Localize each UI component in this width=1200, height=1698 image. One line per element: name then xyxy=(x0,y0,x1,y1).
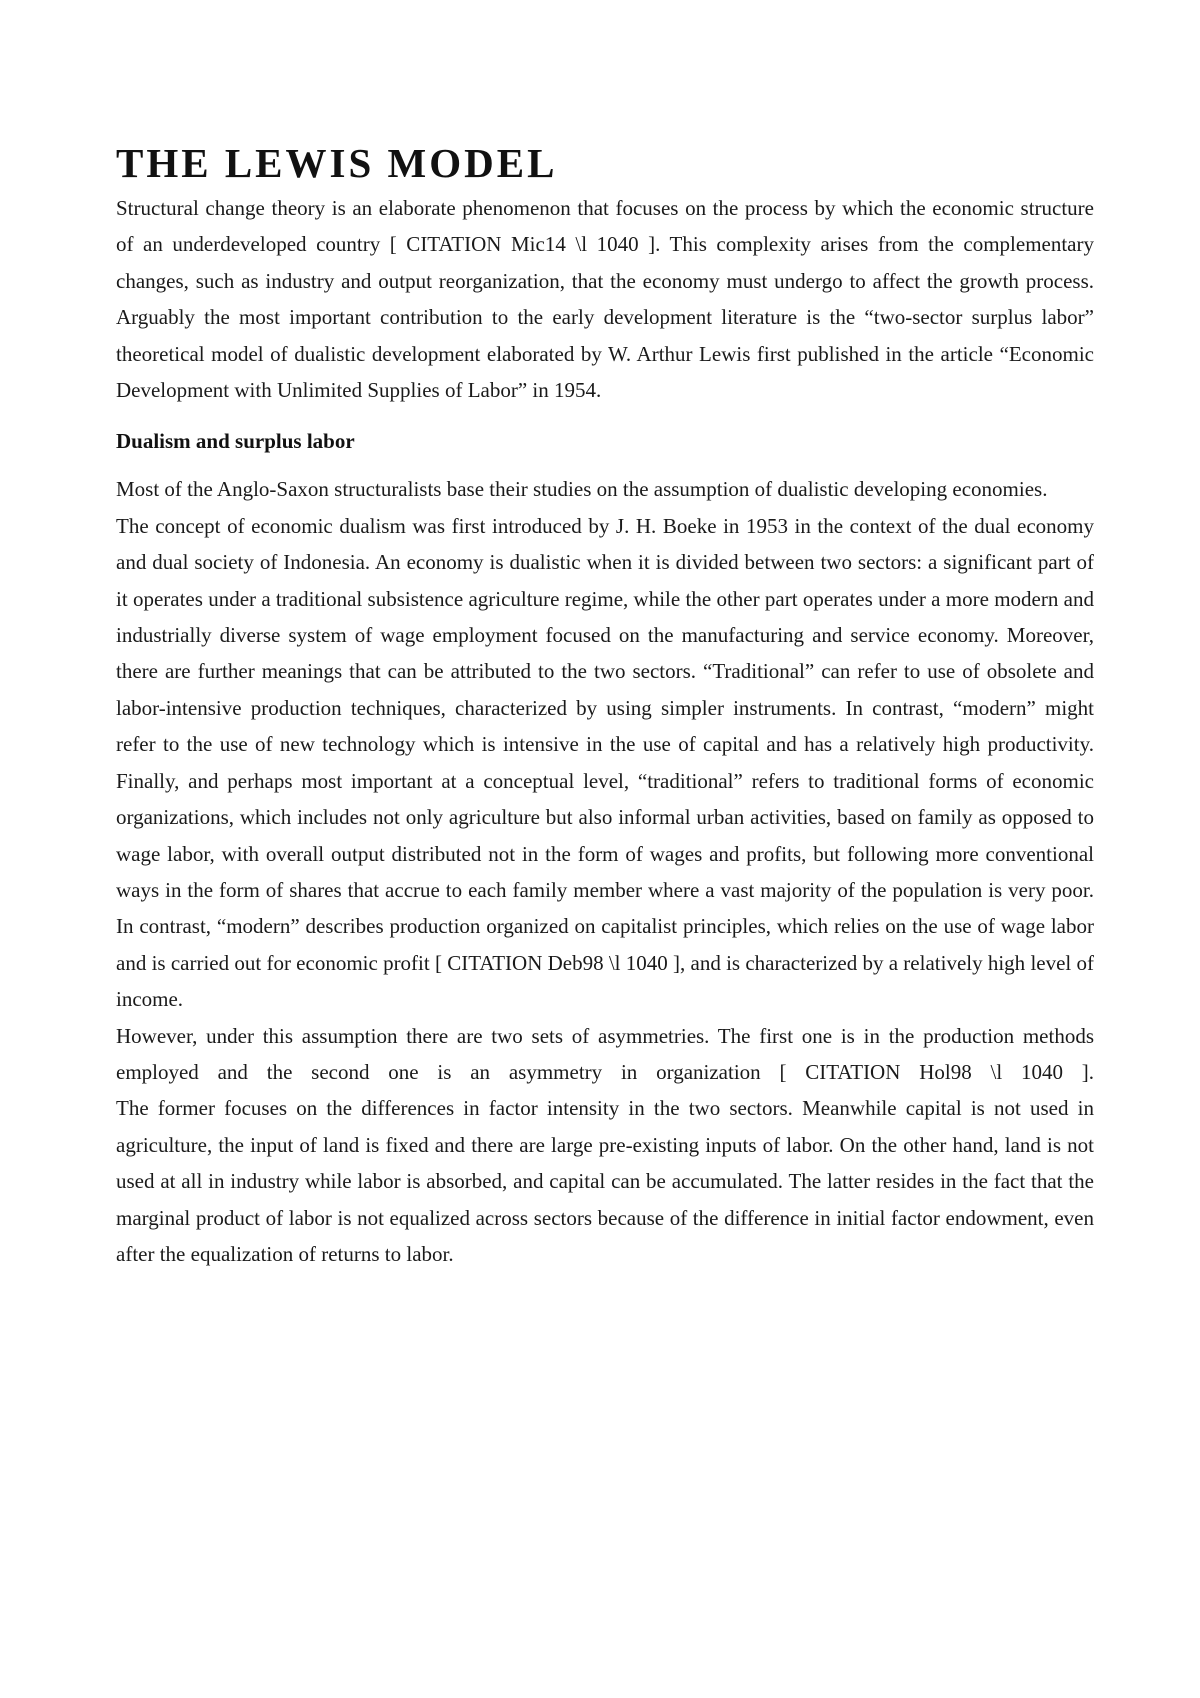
section-paragraph-3: However, under this assumption there are two sets of asymmetries. The first one is in the production methods employed and the second one is an asymmetry in organization [ CITATION Hol98 \l 1040 ]. xyxy=(116,1023,1094,1084)
intro-paragraph-1: Structural change theory is an elaborate phenomenon that focuses on the process by which the economic structure of an underdeveloped country [ CITATION Mic14 \l 1040 ]. This complexity arises from the complementary changes, such as industry and output reorganization, that the economy must undergo to affect the growth process. xyxy=(116,196,1094,293)
document-title: THE LEWIS MODEL xyxy=(116,140,558,186)
document-body xyxy=(116,140,1094,1272)
intro-paragraph-2: Arguably the most important contribution to the early development literature is the “two-sector surplus labor” theoretical model of dualistic development elaborated by W. Arthur Lewis first published in the article “Economic Development with Unlimited Supplies of Labor” in 1954. xyxy=(116,305,1094,403)
section-paragraph-4: The former focuses on the differences in factor intensity in the two sectors. Meanwhile capital is not used in agriculture, the input of land is fixed and there are large pre-existing inputs of labor. On the other hand, land is not used at all in industry while labor is absorbed, and capital can be accumulated. The latter resides in the fact that the marginal product of labor is not equalized across sectors because of the difference in initial factor endowment, even after the equalization of returns to labor. xyxy=(116,1096,1094,1266)
section-paragraph-1: Most of the Anglo-Saxon structuralists base their studies on the assumption of dualistic developing economies. xyxy=(116,477,1048,502)
section-paragraph-2: The concept of economic dualism was first introduced by J. H. Boeke in 1953 in the context of the dual economy and dual society of Indonesia. An economy is dualistic when it is divided between two sectors: a significant part of it operates under a traditional subsistence agriculture regime, while the other part operates under a more modern and industrially diverse system of wage employment focused on the manufacturing and service economy. Moreover, there are further meanings that can be attributed to the two sectors. “Traditional” can refer to use of obsolete and labor-intensive production techniques, characterized by using simpler instruments. In contrast, “modern” might refer to the use of new technology which is intensive in the use of capital and has a relatively high productivity. Finally, and perhaps most important at a conceptual level, “traditional” refers to traditional forms of economic organizations, which includes not only agriculture but also informal urban activities, based on family as opposed to wage labor, with overall output distributed not in the form of wages and profits, but following more conventional ways in the form of shares that accrue to each family member where a vast majority of the population is very poor. In contrast, “modern” describes production organized on capitalist principles, which relies on the use of wage labor and is carried out for economic profit [ CITATION Deb98 \l 1040 ], and is characterized by a relatively high level of income. xyxy=(116,513,1094,1012)
section-heading: Dualism and surplus labor xyxy=(116,429,355,454)
